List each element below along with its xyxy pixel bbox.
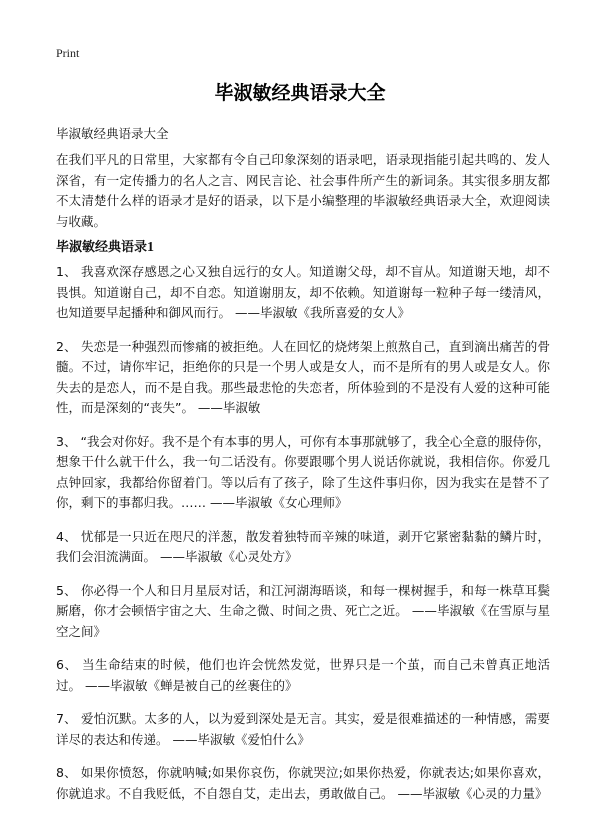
quote-item: 5、 你必得一个人和日月星辰对话，和江河湖海晤谈，和每一棵树握手，和每一株草耳鬓厮磨，你才会顿悟宇宙之大、生命之微、时间之贵、死亡之近。 ——毕淑敏《在雪原与星空之间》 <box>56 582 550 639</box>
section-heading-label: 毕淑敏经典语录 <box>56 240 148 255</box>
quote-item: 6、 当生命结束的时候，他们也许会恍然发觉，世界只是一个茧，而自己未曾真正地活过。 ——毕淑敏《蝉是被自己的丝裹住的》 <box>56 657 550 693</box>
intro-paragraph: 在我们平凡的日常里，大家都有令自己印象深刻的语录吧，语录现指能引起共鸣的、发人深省，有一定传播力的名人之言、网民言论、社会事件所产生的新词条。其实很多朋友都不太清楚什么样的语录才是好的语录，以下是小编整理的毕淑敏经典语录大全，欢迎阅读与收藏。 <box>56 152 550 229</box>
quote-item: 7、 爱怕沉默。太多的人，以为爱到深处是无言。其实，爱是很难描述的一种情感，需要详尽的表达和传递。 ——毕淑敏《爱怕什么》 <box>56 711 550 747</box>
quote-item: 3、 “我会对你好。我不是个有本事的男人，可你有本事那就够了，我全心全意的服侍你，想象干什么就干什么，我一句二话没有。你要跟哪个男人说话你就说，我相信你。你爱几点钟回家，我都给你留着门。等以后有了孩子，除了生这件事归你，因为我实在是替不了你，剩下的事都归我。…… ——毕淑敏《女心理师》 <box>56 433 550 510</box>
quote-item: 1、 我喜欢深存感恩之心又独自远行的女人。知道谢父母，却不盲从。知道谢天地，却不畏惧。知道谢自己，却不自恋。知道谢朋友，却不依赖。知道谢每一粒种子每一缕清风，也知道要早起播种和御风而行。 ——毕淑敏《我所喜爱的女人》 <box>56 264 550 320</box>
document-subtitle: 毕淑敏经典语录大全 <box>56 126 169 141</box>
quote-item: 8、 如果你愤怒，你就呐喊;如果你哀伤，你就哭泣;如果你热爱，你就表达;如果你喜欢，你就追求。不自我贬低，不自怨自艾，走出去，勇敢做自己。 ——毕淑敏《心灵的力量》 <box>56 765 550 801</box>
page-title: 毕淑敏经典语录大全 <box>214 82 386 104</box>
quote-list <box>56 262 550 817</box>
quote-item: 4、 忧郁是一只近在咫尺的洋葱，散发着独特而辛辣的味道，剥开它紧密黏黏的鳞片时，我们会泪流满面。 ——毕淑敏《心灵处方》 <box>56 528 550 564</box>
print-link[interactable]: Print <box>56 46 80 60</box>
section-heading <box>56 236 154 256</box>
section-heading-number: 1 <box>147 240 155 255</box>
quote-item: 2、 失恋是一种强烈而惨痛的被拒绝。人在回忆的烧烤架上煎熬自己，直到滴出痛苦的骨髓。不过，请你牢记，拒绝你的只是一个男人或是女人，而不是所有的男人或是女人。你失去的是恋人，而不是自我。那些最悲怆的失恋者，所体验到的不是没有人爱的这种可能性，而是深刻的“丧失”。 ——毕淑敏 <box>56 338 550 415</box>
